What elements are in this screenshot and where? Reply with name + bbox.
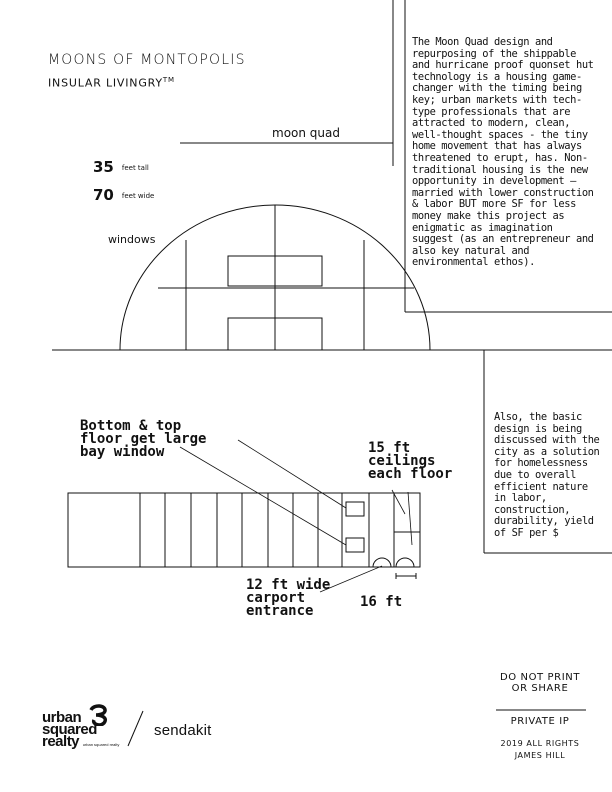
ceilings-callout: 15 ft ceilings each floor [368,440,453,482]
floor-plan-outline [68,493,420,567]
page-subtitle: INSULAR LIVINGRY™ [48,76,175,90]
door-swing-left [373,558,391,567]
trademark: TM [162,76,175,84]
logo-divider-slash [128,711,143,746]
ceiling-leader-lower [408,492,412,545]
homelessness-note: Also, the basic design is being discussed with the city as a solution for homelessness due to overall efficient nature in labor, construction, durability, yield of SF per $ [494,411,600,539]
logo-swirl-icon [88,704,110,726]
logo-tagline: urban squared realty [82,742,120,747]
bay-window-leader-low [180,447,346,545]
design-label: moon quad [272,126,340,140]
depth-callout: 16 ft [360,594,403,610]
description-text: The Moon Quad design and repurposing of the shippable and hurricane proof quonset hut technology is a housing game-changer with the timing being key; urban markets with tech-type professionals that are attracted to modern, clean, well-thought spaces - the tiny home movement that has always threatened to erupt, has. Non-traditional housing is the new opportunity in development — married with lower construction & labor BUT more SF for less money make this project as enigmatic as imagination suggest (as an entrepreneur and also key natural and environmental ethos). [412,36,594,269]
door-swing-right [396,558,414,567]
upper-bay-window [346,502,364,516]
private-ip-label: PRIVATE IP [510,716,570,727]
sendakit-logo: sendakit [154,722,212,739]
bay-window-callout: Bottom & top floor get large bay window [80,418,207,460]
carport-callout: 12 ft wide carport entrance [246,577,331,619]
copyright-notice: 2019 ALL RIGHTS JAMES HILL [500,739,580,760]
do-not-print-notice: DO NOT PRINT OR SHARE [499,672,581,694]
bay-window-leader-high [238,440,346,508]
windows-label: windows [108,233,156,246]
page-title: MOONS OF MONTOPOLIS [48,52,246,68]
lower-bay-window [346,538,364,552]
height-dimension: 35 feet tall [93,158,149,176]
width-dimension: 70 feet wide [93,186,155,204]
urban-squared-realty-logo: urban squared realty urban squared realty [42,709,120,750]
